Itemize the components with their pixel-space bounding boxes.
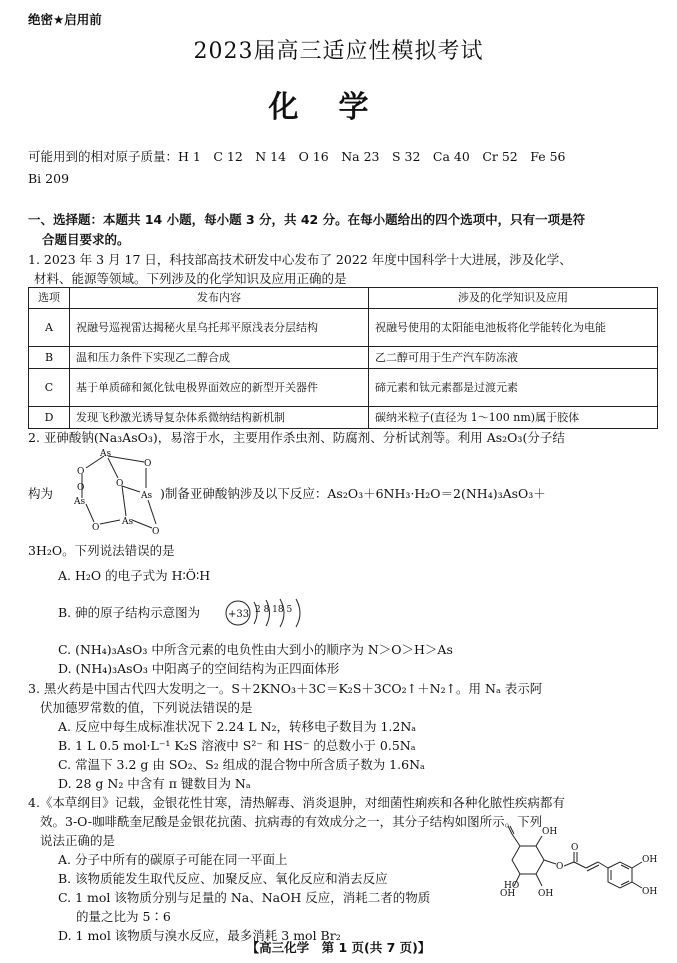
q3-option-b: B. 1 L 0.5 mol·L⁻¹ K₂S 溶液中 S²⁻ 和 HS⁻ 的总数小于 0.5Nₐ bbox=[58, 738, 416, 753]
o-label: O bbox=[571, 843, 579, 853]
question-1-stem bbox=[28, 250, 658, 288]
confidential-mark: 绝密★启用前 bbox=[28, 12, 102, 27]
table-header-cell: 发布内容 bbox=[70, 288, 369, 309]
arsenic-atom-diagram bbox=[224, 596, 314, 630]
q4-line3: 说法正确的是 bbox=[40, 833, 116, 848]
table-cell: 基于单质碲和氮化钛电极界面效应的新型开关器件 bbox=[70, 369, 369, 407]
exam-title: 2023届高三适应性模拟考试 bbox=[193, 39, 484, 64]
atom-label: As bbox=[122, 517, 134, 527]
table-cell: B bbox=[29, 347, 70, 369]
q2-option-c: C. (NH₄)₃AsO₃ 中所含元素的电负性由大到小的顺序为 N＞O＞H＞As bbox=[58, 642, 453, 657]
q2-option-a: A. H₂O 的电子式为 H∶Ö∶H bbox=[58, 568, 211, 583]
table-cell: 祝融号巡视雷达揭秘火星乌托邦平原浅表分层结构 bbox=[70, 309, 369, 347]
table-cell: D bbox=[29, 407, 70, 429]
table-cell: 碲元素和钛元素都是过渡元素 bbox=[369, 369, 658, 407]
q1-line2: 材料、能源等领域。下列涉及的化学知识及应用正确的是 bbox=[34, 271, 347, 286]
table-cell: C bbox=[29, 369, 70, 407]
atom-label: O bbox=[116, 479, 124, 489]
table-header-cell: 涉及的化学知识及应用 bbox=[369, 288, 658, 309]
q4-option-b: B. 该物质能发生取代反应、加聚反应、氧化反应和消去反应 bbox=[58, 871, 388, 886]
subject-title: 化学 bbox=[268, 90, 409, 125]
q3-line1: 3. 黑火药是中国古代四大发明之一。S＋2KNO₃＋3C＝K₂S＋3CO₂↑＋N₂↑。用 Nₐ 表示阿 bbox=[28, 681, 543, 696]
atomic-masses-line2: Bi 209 bbox=[28, 171, 70, 186]
as2o3-structure-diagram bbox=[66, 444, 166, 536]
q2-option-b: B. 砷的原子结构示意图为 bbox=[58, 605, 201, 620]
table-row bbox=[29, 369, 658, 407]
q2-line3: 3H₂O。下列说法错误的是 bbox=[28, 543, 175, 558]
q1-line1: 1. 2023 年 3 月 17 日，科技部高技术研发中心发布了 2022 年度中国科学十大进展，涉及化学、 bbox=[28, 252, 572, 267]
table-cell: 乙二醇可用于生产汽车防冻液 bbox=[369, 347, 658, 369]
q4-line1: 4.《本草纲目》记载，金银花性甘寒，清热解毒、消炎退肿，对细菌性痢疾和各种化脓性疾病都有 bbox=[28, 795, 565, 810]
section-heading bbox=[28, 210, 658, 250]
table-row bbox=[29, 407, 658, 429]
q4-line2: 效。3-O-咖啡酰奎尼酸是金银花抗菌、抗病毒的有效成分之一，其分子结构如图所示。下列 bbox=[40, 814, 543, 829]
table-row bbox=[29, 309, 658, 347]
q3-option-d: D. 28 g N₂ 中含有 π 键数目为 Nₐ bbox=[58, 776, 251, 791]
page-footer: 【高三化学 第 1 页(共 7 页)】 bbox=[246, 940, 431, 955]
section-heading-line2: 合题目要求的。 bbox=[42, 232, 130, 247]
atom-label: O bbox=[144, 459, 152, 469]
electron-shells: 2 8 18 5 bbox=[255, 605, 293, 615]
question-3-stem bbox=[28, 679, 658, 717]
atomic-masses bbox=[28, 146, 648, 190]
q4-option-d: D. 1 mol 该物质与溴水反应，最多消耗 3 mol Br₂ bbox=[58, 928, 341, 943]
oh-label: OH bbox=[500, 889, 516, 899]
oh-label: OH bbox=[542, 827, 558, 837]
q4-option-c bbox=[58, 888, 488, 926]
o-label: O bbox=[556, 862, 564, 872]
atom-label: O bbox=[77, 467, 85, 477]
table-cell: 温和压力条件下实现乙二醇合成 bbox=[70, 347, 369, 369]
q3-option-a: A. 反应中每生成标准状况下 2.24 L N₂，转移电子数目为 1.2Nₐ bbox=[58, 719, 417, 734]
q2-option-d: D. (NH₄)₃AsO₃ 中阳离子的空间结构为正四面体形 bbox=[58, 661, 340, 676]
table-header-cell: 选项 bbox=[29, 288, 70, 309]
chlorogenic-acid-structure bbox=[490, 822, 670, 922]
table-cell: A bbox=[29, 309, 70, 347]
q2-line2a: 构为 bbox=[28, 486, 54, 501]
atom-label: As bbox=[100, 449, 112, 459]
atom-label: As bbox=[141, 491, 153, 501]
atom-label: As bbox=[74, 497, 86, 507]
atomic-masses-line1: 可能用到的相对原子质量：H 1 C 12 N 14 O 16 Na 23 S 32 Ca 40 Cr 52 Fe 56 bbox=[28, 149, 566, 164]
ho-label: HO bbox=[504, 881, 520, 891]
q4-option-a: A. 分子中所有的碳原子可能在同一平面上 bbox=[58, 852, 288, 867]
q2-line1: 2. 亚砷酸钠(Na₃AsO₃)，易溶于水，主要用作杀虫剂、防腐剂、分析试剂等。利用 As₂O₃(分子结 bbox=[28, 430, 565, 445]
q2-line2b: )制备亚砷酸钠涉及以下反应：As₂O₃＋6NH₃·H₂O＝2(NH₄)₃AsO₃＋ bbox=[160, 486, 546, 501]
oh-label: OH bbox=[538, 889, 554, 899]
q4-option-c-line2: 的量之比为 5∶6 bbox=[76, 909, 171, 924]
q3-line2: 伏加德罗常数的值，下列说法错误的是 bbox=[40, 700, 253, 715]
q3-option-c: C. 常温下 3.2 g 由 SO₂、S₂ 组成的混合物中所含质子数为 1.6Nₐ bbox=[58, 757, 425, 772]
nucleus-charge: +33 bbox=[228, 609, 250, 620]
table-row bbox=[29, 347, 658, 369]
atom-label: O bbox=[92, 523, 100, 533]
section-heading-line1: 一、选择题：本题共 14 小题，每小题 3 分，共 42 分。在每小题给出的四个选项中，只有一项是符 bbox=[28, 212, 586, 227]
table-cell: 祝融号使用的太阳能电池板将化学能转化为电能 bbox=[369, 309, 658, 347]
atom-label: O bbox=[152, 527, 160, 536]
table-cell: 碳纳米粒子(直径为 1～100 nm)属于胶体 bbox=[369, 407, 658, 429]
table-cell: 发现飞秒激光诱导复杂体系微纳结构新机制 bbox=[70, 407, 369, 429]
table-header-row bbox=[29, 288, 658, 309]
oh-label: OH bbox=[642, 855, 658, 865]
oh-label: OH bbox=[642, 887, 658, 897]
q4-option-c-line1: C. 1 mol 该物质分别与足量的 Na、NaOH 反应，消耗二者的物质 bbox=[58, 890, 431, 905]
question-1-table bbox=[28, 287, 658, 429]
atom-label: O bbox=[77, 483, 85, 493]
